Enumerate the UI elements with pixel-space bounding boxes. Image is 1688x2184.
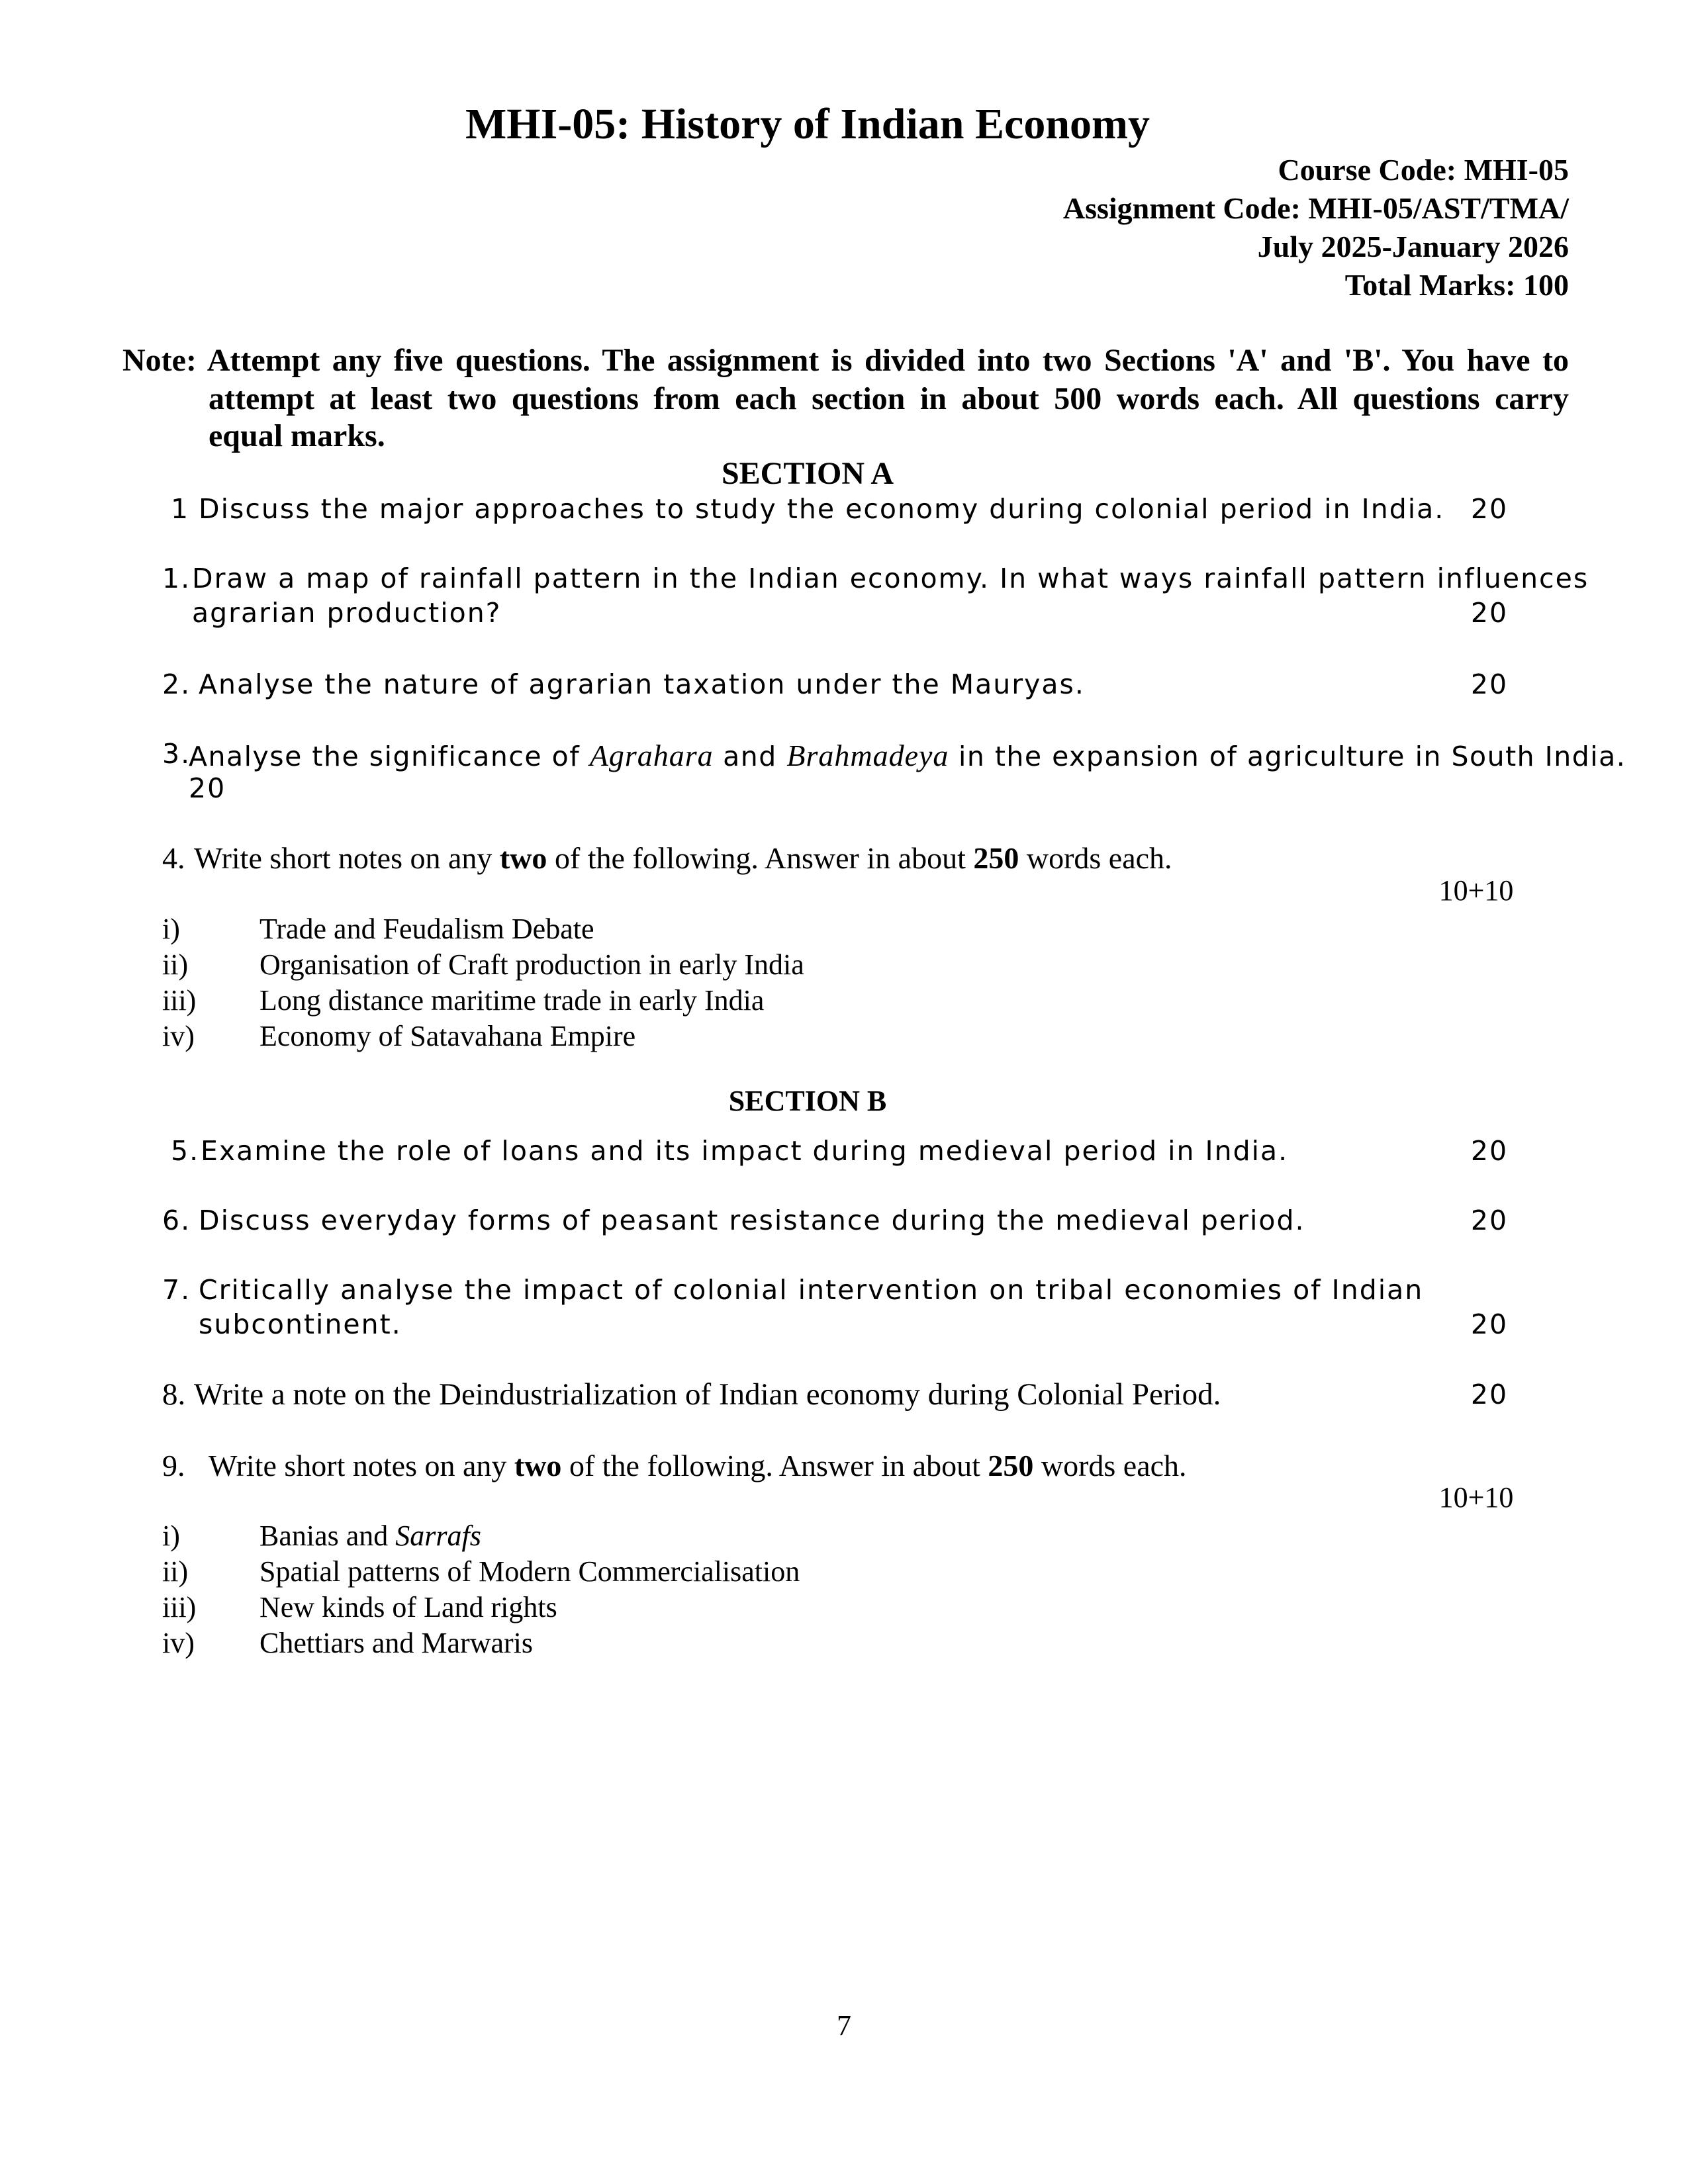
question-text: Examine the role of loans and its impact during medieval period in India. [201, 1135, 1289, 1167]
question-text: Analyse the nature of agrarian taxation under the Mauryas. [199, 668, 1085, 700]
question-marks: 10+10 [1438, 874, 1514, 907]
page-title: MHI-05: History of Indian Economy [465, 100, 1150, 148]
list-item: Spatial patterns of Modern Commercialisation [259, 1555, 800, 1588]
list-item-number: iv) [162, 1627, 195, 1659]
question-text: Write short notes on any two of the following. Answer in about 250 words each. [209, 1449, 1187, 1482]
question-number: 3. [162, 738, 191, 770]
course-code: Course Code: MHI-05 [1278, 153, 1569, 187]
question-marks: 20 [1470, 1379, 1509, 1410]
note-line-2: attempt at least two questions from each section in about 500 words each. All questions carry [209, 381, 1569, 416]
list-item: New kinds of Land rights [259, 1591, 557, 1623]
question-marks: 20 [1470, 668, 1509, 700]
term-brahmadeya: Brahmadeya [786, 739, 949, 772]
question-text: Write a note on the Deindustrialization of Indian economy during Colonial Period. [194, 1377, 1221, 1412]
question-number: 4. [162, 841, 185, 875]
question-number: 8. [162, 1377, 186, 1412]
question-text: Write short notes on any two of the following. Answer in about 250 words each. [194, 841, 1172, 875]
question-marks: 20 [1470, 493, 1509, 525]
list-item-number: ii) [162, 1555, 189, 1588]
list-item-number: ii) [162, 948, 189, 981]
question-marks: 20 [1470, 1205, 1509, 1236]
section-a-heading: SECTION A [721, 456, 894, 491]
question-text: Discuss the major approaches to study the economy during colonial period in India. [199, 493, 1445, 525]
term-sarrafs: Sarrafs [395, 1520, 481, 1552]
list-item-number: iii) [162, 984, 197, 1017]
list-item: Long distance maritime trade in early India [259, 984, 765, 1017]
list-item: Economy of Satavahana Empire [259, 1020, 636, 1052]
question-number: 5. [171, 1135, 200, 1167]
question-number: 7. [162, 1274, 191, 1306]
question-number: 1. [162, 563, 191, 594]
list-item-number: iv) [162, 1020, 195, 1052]
question-marks: 20 [1470, 1308, 1509, 1340]
list-item-number: i) [162, 913, 180, 945]
list-item: Chettiars and Marwaris [259, 1627, 533, 1659]
list-item: Banias and Sarrafs [259, 1520, 481, 1552]
list-item-number: i) [162, 1520, 180, 1552]
question-number: 9. [162, 1449, 185, 1482]
assignment-code: Assignment Code: MHI-05/AST/TMA/ [1062, 191, 1569, 225]
question-text: Analyse the significance of Agrahara and Brahmadeya in the expansion of agriculture in South India. [189, 739, 1626, 772]
question-marks: 10+10 [1438, 1481, 1514, 1514]
question-marks: 20 [189, 772, 226, 804]
page-number: 7 [837, 2009, 851, 2042]
question-text: Discuss everyday forms of peasant resistance during the medieval period. [199, 1205, 1305, 1236]
session: July 2025-January 2026 [1257, 230, 1569, 263]
question-text-continued: agrarian production? [192, 597, 502, 629]
question-text: Critically analyse the impact of colonial intervention on tribal economies of Indian [199, 1274, 1424, 1306]
list-item-number: iii) [162, 1591, 197, 1623]
note-line-1: Note: Attempt any five questions. The assignment is divided into two Sections 'A' and 'B'. You have to [122, 343, 1569, 378]
section-b-heading: SECTION B [728, 1085, 887, 1117]
term-agrahara: Agrahara [589, 739, 714, 772]
question-marks: 20 [1470, 1135, 1509, 1167]
question-number: 2. [162, 668, 191, 700]
question-marks: 20 [1470, 597, 1509, 629]
list-item: Trade and Feudalism Debate [259, 913, 594, 945]
note-line-3: equal marks. [209, 418, 385, 453]
list-item: Organisation of Craft production in early India [259, 948, 804, 981]
question-text-continued: subcontinent. [199, 1308, 402, 1340]
question-number: 6. [162, 1205, 191, 1236]
total-marks: Total Marks: 100 [1344, 268, 1569, 302]
question-text: Draw a map of rainfall pattern in the Indian economy. In what ways rainfall pattern influences [192, 563, 1589, 594]
question-number: 1 [171, 493, 190, 525]
